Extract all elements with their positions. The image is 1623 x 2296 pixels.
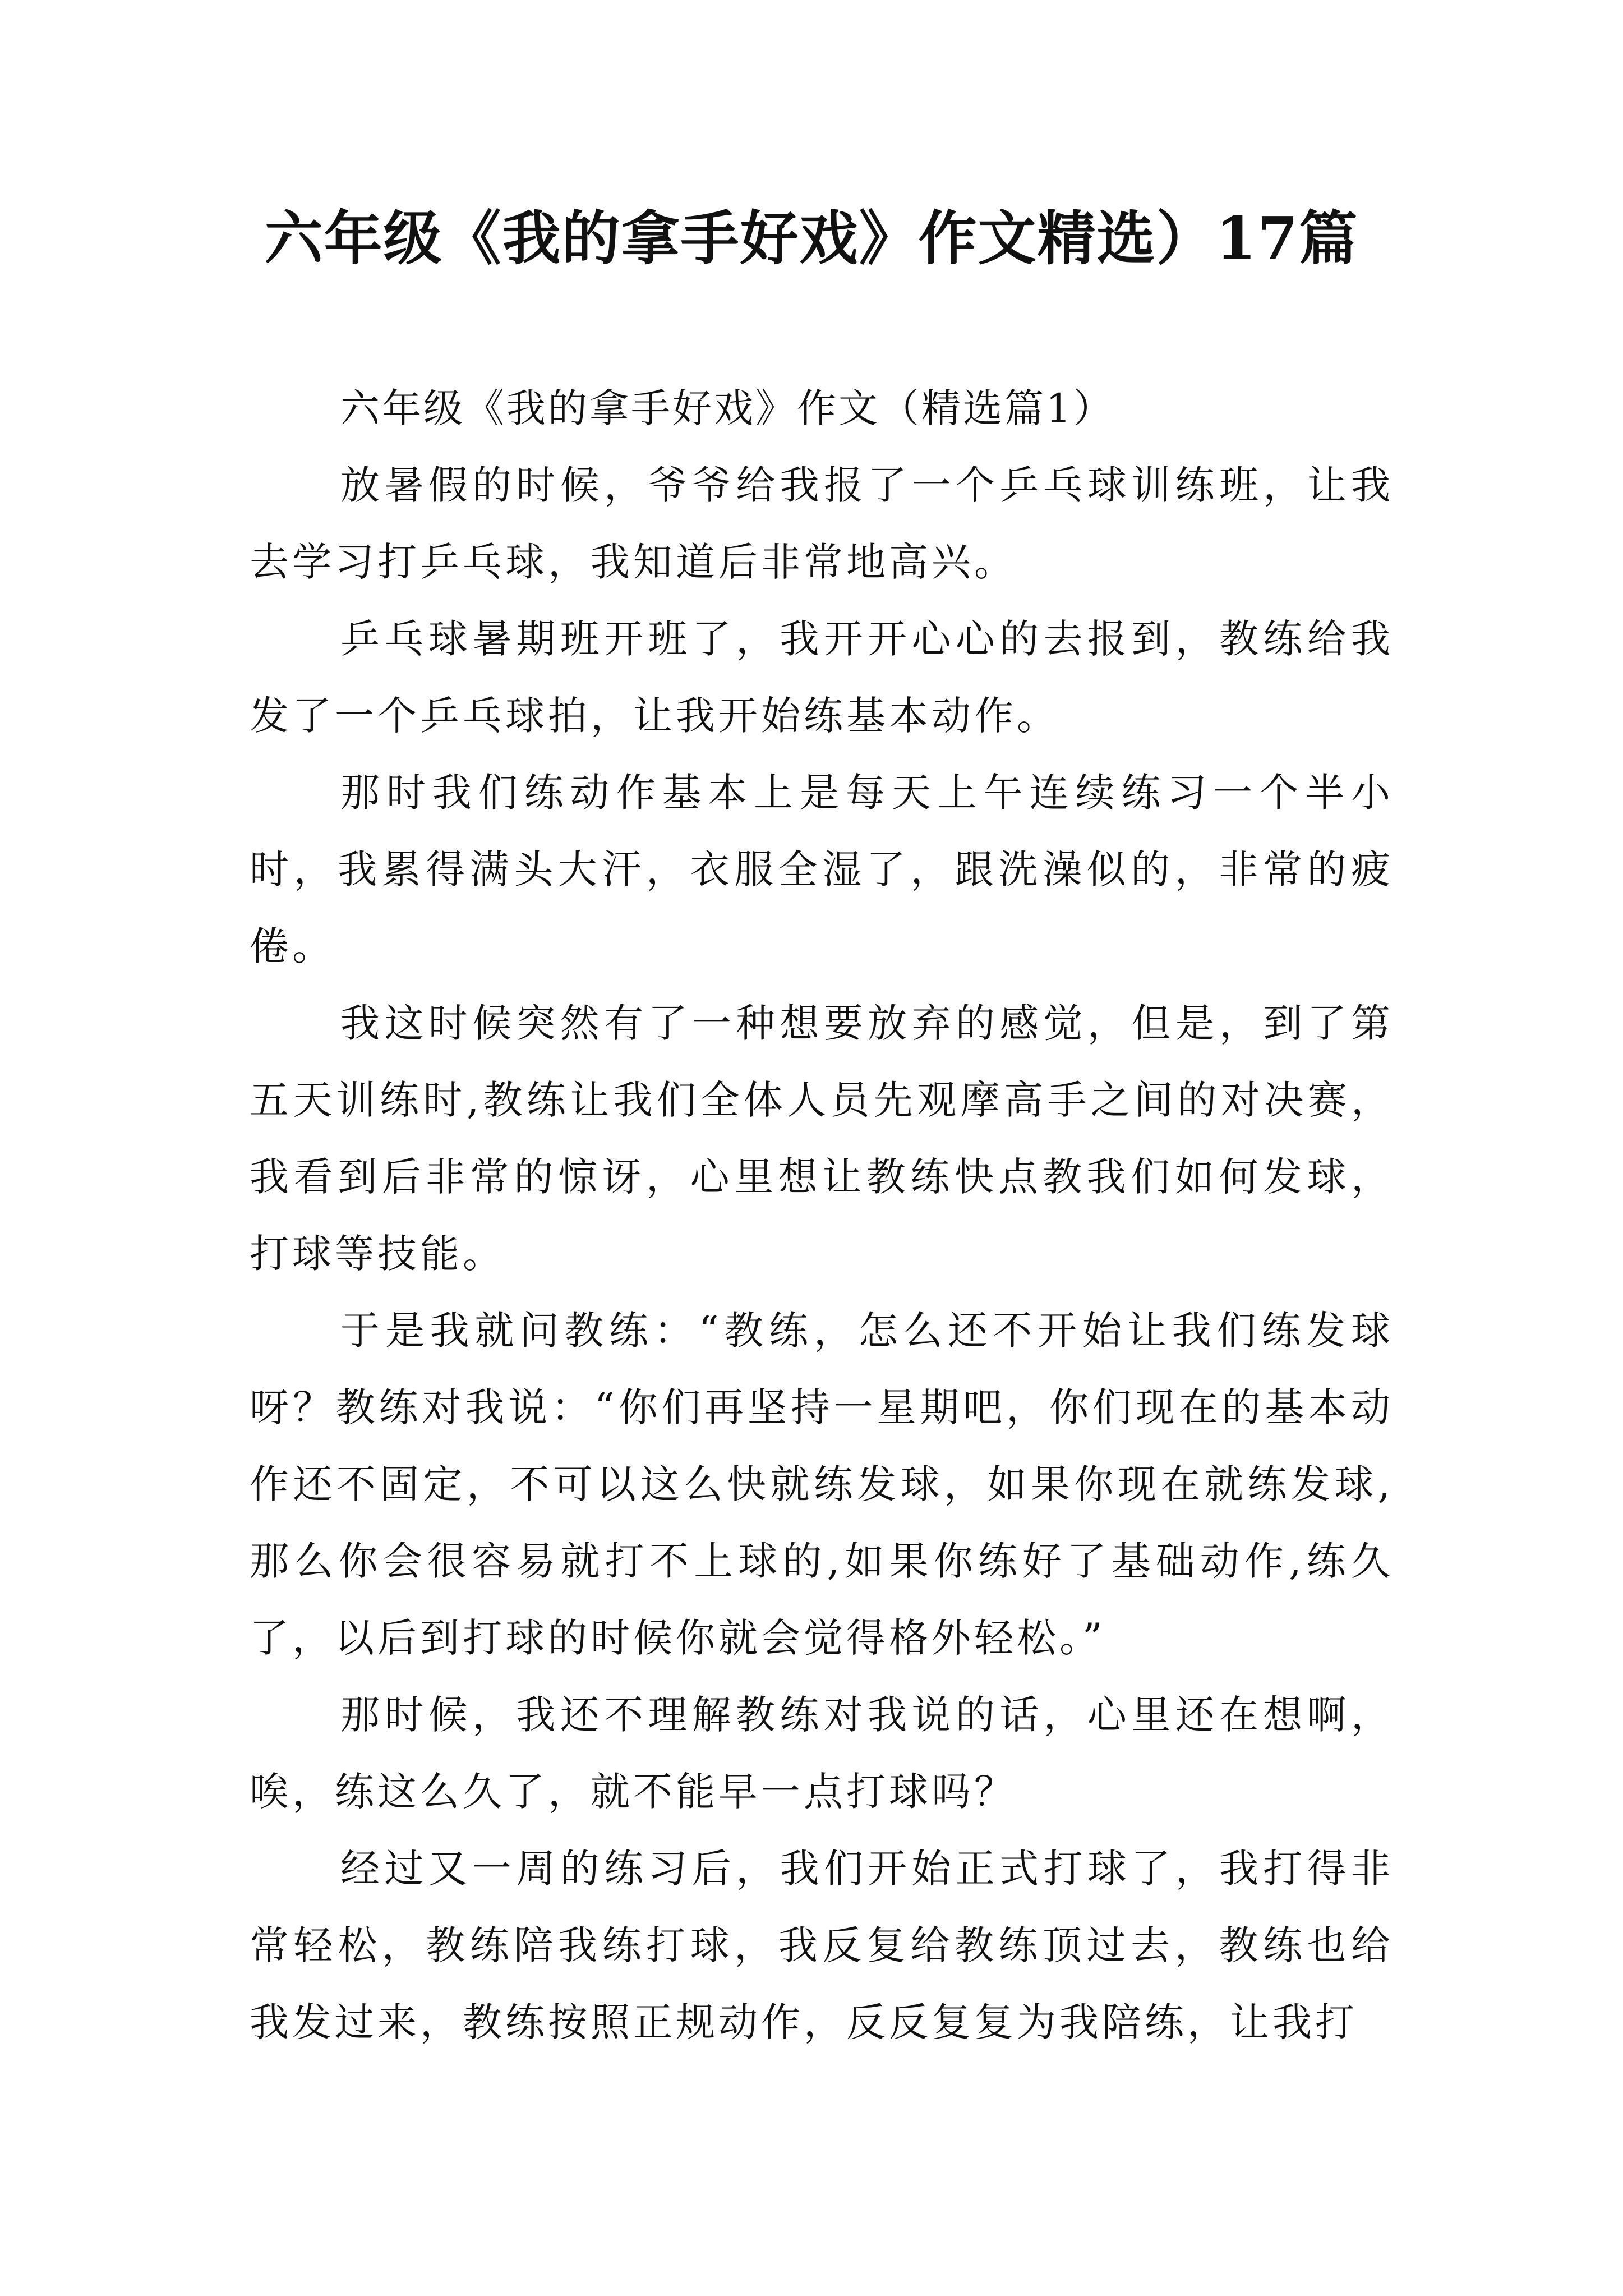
paragraph: 那时我们练动作基本上是每天上午连续练习一个半小时，我累得满头大汗，衣服全湿了，跟洗澡似的，非常的疲倦。 [250, 770, 1394, 969]
paragraph: 乒乓球暑期班开班了，我开开心心的去报到，教练给我发了一个乒乓球拍，让我开始练基本动作。 [250, 616, 1394, 739]
paragraph: 我这时候突然有了一种想要放弃的感觉，但是，到了第五天训练时,教练让我们全体人员先观摩高手之间的对决赛，我看到后非常的惊讶，心里想让教练快点教我们如何发球，打球等技能。 [250, 1000, 1394, 1277]
paragraph: 那时候，我还不理解教练对我说的话，心里还在想啊，唉，练这么久了，就不能早一点打球吗？ [250, 1692, 1394, 1815]
paragraph: 放暑假的时候，爷爷给我报了一个乒乓球训练班，让我去学习打乒乓球，我知道后非常地高兴。 [250, 462, 1394, 585]
section-heading: 六年级《我的拿手好戏》作文（精选篇1） [340, 385, 1115, 431]
paragraph: 于是我就问教练：“教练，怎么还不开始让我们练发球呀？教练对我说：“你们再坚持一星期吧，你们现在的基本动作还不固定，不可以这么快就练发球，如果你现在就练发球,那么你会很容易就打不上球的,如果你练好了基础动作,练久了，以后到打球的时候你就会觉得格外轻松。” [250, 1308, 1394, 1661]
document-body [250, 370, 1394, 2061]
paragraph: 经过又一周的练习后，我们开始正式打球了，我打得非常轻松，教练陪我练打球，我反复给教练顶过去，教练也给我发过来，教练按照正规动作，反反复复为我陪练，让我打 [250, 1846, 1394, 2045]
document-title: 六年级《我的拿手好戏》作文精选）17篇 [264, 204, 1359, 273]
